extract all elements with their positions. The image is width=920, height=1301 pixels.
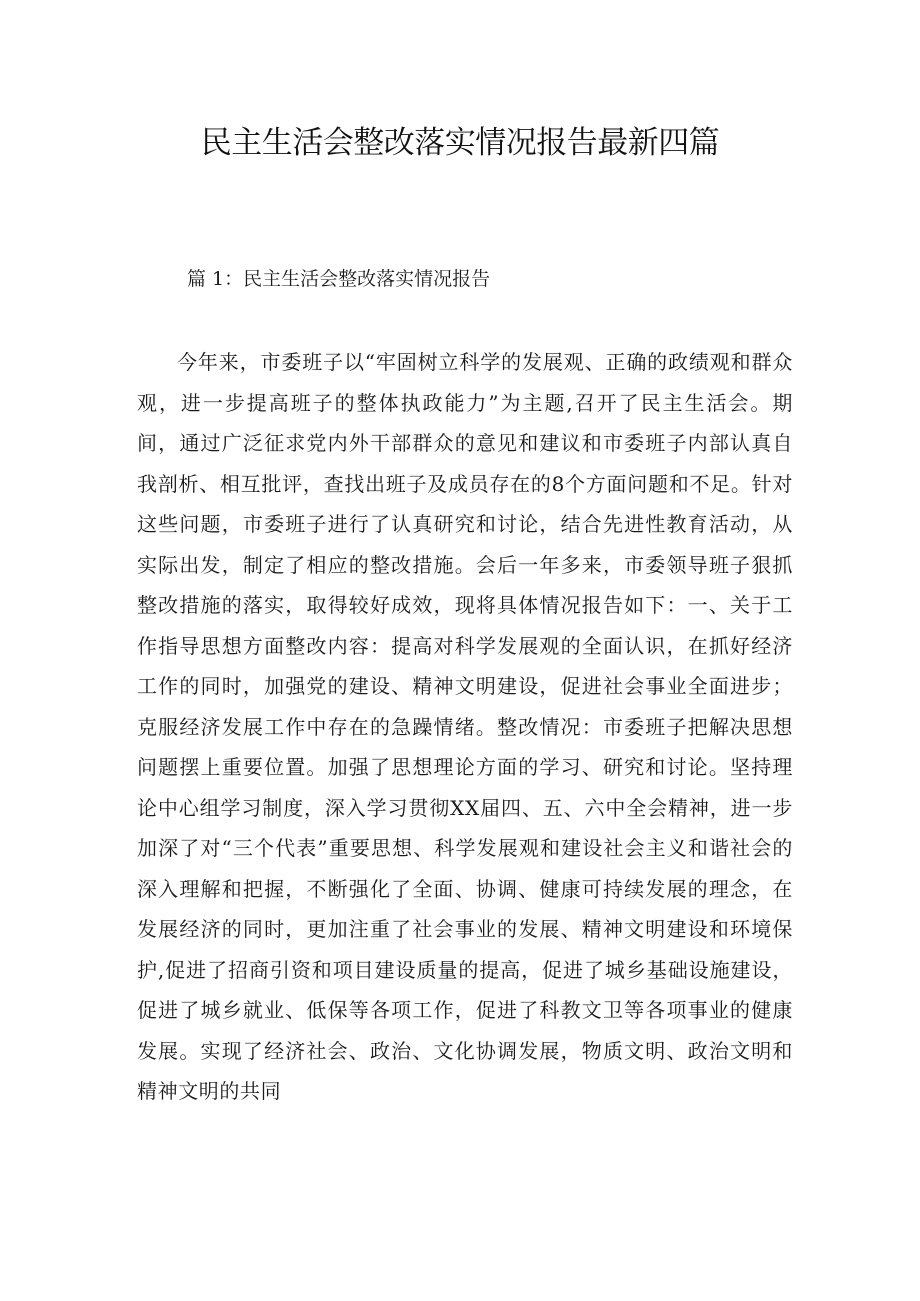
section-heading: 篇 1：民主生活会整改落实情况报告 xyxy=(187,268,491,290)
body-paragraph: 今年来，市委班子以“牢固树立科学的发展观、正确的政绩观和群众观，进一步提高班子的整体执政能力”为主题,召开了民主生活会。期间，通过广泛征求党内外干部群众的意见和建议和市委班子内部认真自我剖析、相互批评，查找出班子及成员存在的8个方面问题和不足。针对这些问题，市委班子进行了认真研究和讨论，结合先进性教育活动，从实际出发，制定了相应的整改措施。会后一年多来，市委领导班子狠抓整改措施的落实，取得较好成效，现将具体情况报告如下：一、关于工作指导思想方面整改内容：提高对科学发展观的全面认识，在抓好经济工作的同时，加强党的建设、精神文明建设，促进社会事业全面进步；克服经济发展工作中存在的急躁情绪。整改情况：市委班子把解决思想问题摆上重要位置。加强了思想理论方面的学习、研究和讨论。坚持理论中心组学习制度，深入学习贯彻XX届四、五、六中全会精神，进一步加深了对“三个代表”重要思想、科学发展观和建设社会主义和谐社会的深入理解和把握，不断强化了全面、协调、健康可持续发展的理念，在发展经济的同时，更加注重了社会事业的发展、精神文明建设和环境保护,促进了招商引资和项目建设质量的提高，促进了城乡基础设施建设，促进了城乡就业、低保等各项工作，促进了科教文卫等各项事业的健康发展。实现了经济社会、政治、文化协调发展，物质文明、政治文明和精神文明的共同 xyxy=(137,350,793,1103)
document-title: 民主生活会整改落实情况报告最新四篇 xyxy=(200,125,720,161)
